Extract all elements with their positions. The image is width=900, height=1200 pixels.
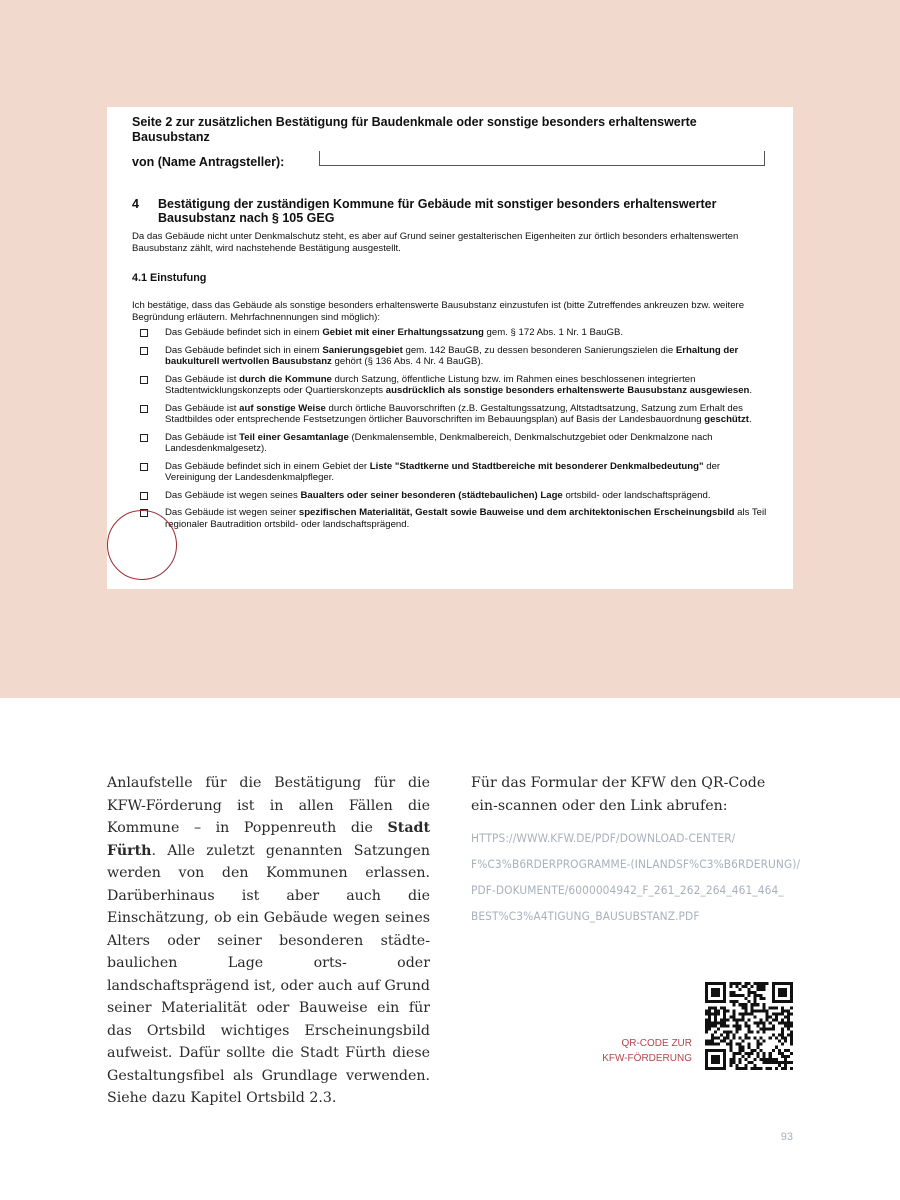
- text-segment: durch örtliche Bauvorschriften (z.B. Gestaltungssatzung, Altstadtsatzung, Satzung zum Erhalt des Stadtbildes oder entsprechende Festsetzungen örtlicher Bauvorschriften im Bebauungsplan) auf Basis der Landesbauordnung: [165, 402, 743, 425]
- text-segment: Das Gebäude ist wegen seines: [165, 489, 301, 501]
- bold-text: Stadt Fürth: [107, 820, 430, 859]
- body-text-right: [471, 772, 801, 929]
- checkbox-item: [132, 374, 769, 397]
- text-segment: Das Gebäude ist: [165, 402, 240, 414]
- checkbox-list: [132, 327, 769, 530]
- bold-text: ausdrücklich als sonstige besonders erhaltenswerte Bausubstanz ausgewiesen: [385, 385, 750, 396]
- text-segment: der Vereinigung der Landesdenkmalpfleger.: [165, 460, 721, 483]
- bold-text: spezifischen Materialität, Gestalt sowie Bauweise und dem architektonischen Erscheinungsbild: [298, 507, 735, 518]
- link-line[interactable]: HTTPS://WWW.KFW.DE/PDF/DOWNLOAD-CENTER/: [471, 831, 736, 845]
- text-segment: .: [749, 385, 753, 396]
- text-segment: als Teil regionaler Bautradition ortsbild- oder landschaftsprägend.: [165, 507, 767, 530]
- section-heading: [132, 197, 769, 225]
- checkbox-item: [132, 461, 769, 484]
- checkbox-label: [165, 507, 769, 530]
- bold-text: Baualters oder seiner besonderen (städtebaulichen) Lage: [300, 489, 563, 501]
- checkbox-item: [132, 507, 769, 530]
- section-intro: Da das Gebäude nicht unter Denkmalschutz steht, es aber auf Grund seiner gestalterischen Eigenheiten zur örtlich besonders erhaltenswerten Bausubstanz zählt, wird nachstehende Bestätigung ausgestellt.: [132, 231, 739, 254]
- applicant-label: von (Name Antragsteller):: [132, 155, 285, 169]
- bold-text: Sanierungsgebiet: [322, 344, 403, 356]
- subsection-title: 4.1 Einstufung: [132, 272, 207, 284]
- bold-text: Teil einer Gesamtanlage: [239, 431, 349, 443]
- link-line[interactable]: F%C3%B6RDERPROGRAMME-(INLANDSF%C3%B6RDERUNG)/: [471, 857, 801, 871]
- text-segment: Das Gebäude ist wegen seiner: [165, 507, 299, 518]
- text-segment: Das Gebäude befindet sich in einem: [165, 344, 323, 356]
- highlight-circle: [107, 510, 177, 580]
- qr-caption: [560, 1036, 692, 1066]
- checkbox[interactable]: [140, 463, 148, 471]
- body-text-left: [107, 772, 430, 1110]
- checkbox-item: [132, 432, 769, 455]
- section-title: Bestätigung der zuständigen Kommune für Gebäude mit sonstiger besonders erhaltenswerter Bausubstanz nach § 105 GEG: [158, 197, 717, 225]
- checkbox-label: [165, 327, 769, 339]
- checkbox-label: [165, 403, 769, 426]
- checkbox-item: [132, 403, 769, 426]
- text-segment: Das Gebäude ist: [165, 431, 240, 443]
- checkbox[interactable]: [140, 492, 148, 500]
- checkbox-label: [165, 461, 769, 484]
- text-segment: Das Gebäude ist: [165, 373, 240, 385]
- checkbox[interactable]: [140, 329, 148, 337]
- checkbox[interactable]: [140, 376, 148, 384]
- checkbox-item: [132, 490, 769, 502]
- link-line[interactable]: BEST%C3%A4TIGUNG_BAUSUBSTANZ.PDF: [471, 909, 700, 923]
- link-line[interactable]: PDF-DOKUMENTE/6000004942_F_261_262_264_461_464_: [471, 883, 784, 897]
- text-segment: ortsbild- oder landschaftsprägend.: [562, 489, 711, 501]
- confirmation-text: Ich bestätige, dass das Gebäude als sonstige besonders erhaltenswerte Bausubstanz einzustufen ist (bitte Zutreffendes ankreuzen bzw. weitere Begründung erläutern. Mehrfachnennungen sind möglich):: [132, 300, 745, 323]
- text-segment: gem. § 172 Abs. 1 Nr. 1 BauGB.: [483, 327, 624, 338]
- applicant-row: [132, 151, 769, 169]
- checkbox-label: [165, 490, 769, 502]
- checkbox-label: [165, 374, 769, 397]
- kfw-download-link[interactable]: [471, 825, 801, 929]
- kfw-form-excerpt: [107, 107, 793, 589]
- text-segment: gehört (§ 136 Abs. 4 Nr. 4 BauGB).: [331, 356, 484, 367]
- text-segment: durch Satzung, öffentliche Listung bzw. im Rahmen eines beschlossenen integrierten Stadtentwicklungskonzepts oder Quartierskonzepts: [165, 373, 696, 396]
- text-segment: Anlaufstelle für die Bestätigung für die KFW-Förderung ist in allen Fällen die Kommune – in Poppenreuth die: [107, 775, 430, 836]
- checkbox[interactable]: [140, 434, 148, 442]
- section-number: 4: [132, 197, 139, 211]
- text-segment: Das Gebäude befindet sich in einem: [165, 327, 323, 338]
- checkbox[interactable]: [140, 405, 148, 413]
- checkbox-label: [165, 345, 769, 368]
- checkbox-label: [165, 432, 769, 455]
- bold-text: geschützt: [704, 414, 749, 425]
- text-segment: . Alle zuletzt genannten Satzungen werden von den Kommunen erlassen. Darüberhinaus ist aber auch die Einschätzung, ob ein Gebäude wegen seines Alters oder seiner besonderen städtebaulichen Lage orts- oder landschaftsprägend ist, oder auch auf Grund seiner Materialität oder Bauweise ein für das Ortsbild wichtiges Erscheinungsbild aufweist. Dafür sollte die Stadt Fürth diese Gestaltungsfibel als Grundlage verwenden. Siehe dazu Kapitel Ortsbild 2.3.: [107, 842, 430, 1106]
- text-segment: gem. 142 BauGB, zu dessen besonderen Sanierungszielen die: [402, 344, 676, 356]
- checkbox[interactable]: [140, 347, 148, 355]
- qr-caption-line: KFW-FÖRDERUNG: [602, 1053, 692, 1064]
- qr-code-icon[interactable]: [705, 982, 793, 1070]
- qr-intro-text: Für das Formular der KFW den QR-Code ein-scannen oder den Link abrufen:: [471, 775, 766, 814]
- page-number: 93: [780, 1131, 793, 1143]
- checkbox-item: [132, 327, 769, 339]
- text-segment: Das Gebäude befindet sich in einem Gebiet der: [165, 460, 370, 472]
- bold-text: Gebiet mit einer Erhaltungssatzung: [322, 327, 484, 338]
- text-segment: .: [748, 414, 752, 425]
- bold-text: Erhaltung der baukulturell wertvollen Bausubstanz: [165, 344, 739, 367]
- bold-text: Liste "Stadtkerne und Stadtbereiche mit besonderer Denkmalbedeutung": [369, 460, 704, 472]
- bold-text: durch die Kommune: [239, 373, 332, 385]
- form-title: Seite 2 zur zusätzlichen Bestätigung für Baudenkmale oder sonstige besonders erhaltenswerte Bausubstanz: [132, 115, 697, 144]
- qr-caption-line: QR-CODE ZUR: [621, 1038, 692, 1049]
- bold-text: auf sonstige Weise: [239, 402, 326, 414]
- checkbox-item: [132, 345, 769, 368]
- text-segment: (Denkmalensemble, Denkmalbereich, Denkmalschutzgebiet oder Denkmalzone nach Landesdenkmalgesetz).: [165, 431, 713, 454]
- applicant-name-field[interactable]: [319, 151, 765, 166]
